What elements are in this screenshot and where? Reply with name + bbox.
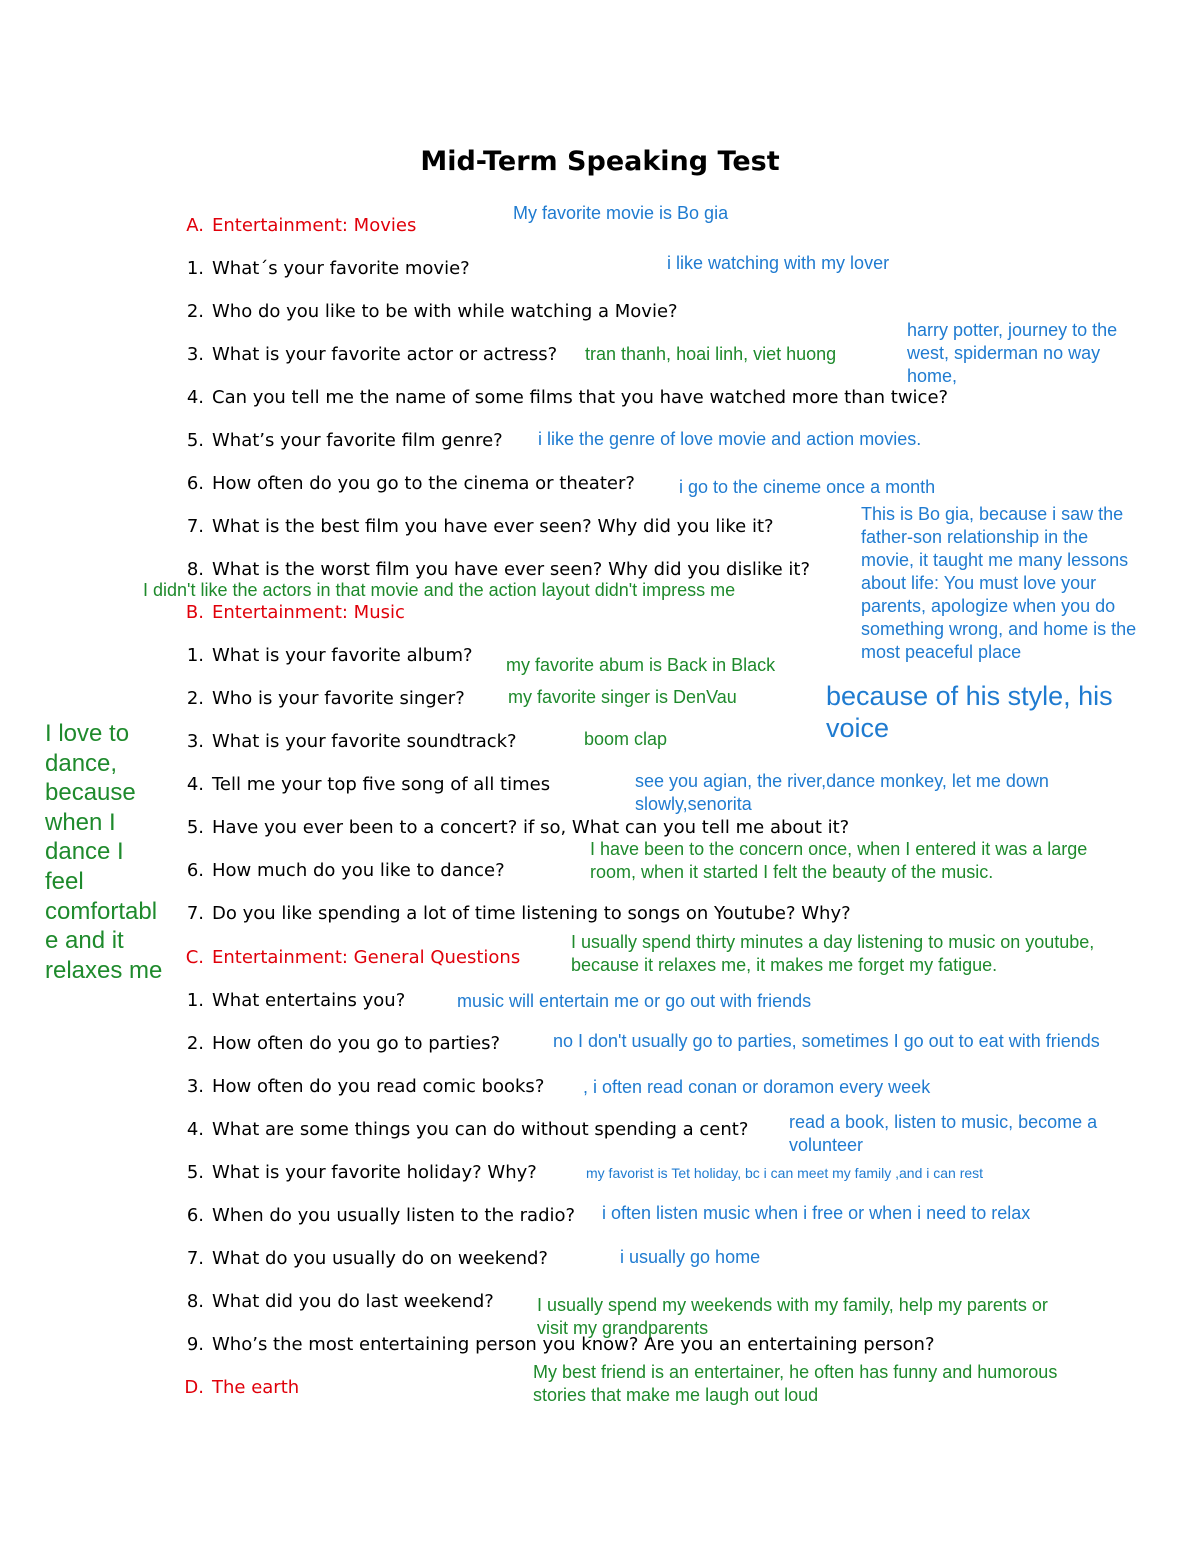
answer-line: parents, apologize when you do: [861, 596, 1116, 616]
question-number: 2.: [186, 688, 204, 709]
section-c-heading: [185, 947, 521, 969]
question-number: 6.: [186, 1205, 204, 1226]
answer-a6: i go to the cineme once a month: [679, 477, 936, 497]
answer-line: harry potter, journey to the: [907, 320, 1118, 340]
question-text: What do you usually do on weekend?: [212, 1248, 548, 1269]
answer-line: home,: [907, 366, 958, 386]
question-text: What is your favorite soundtrack?: [212, 731, 517, 752]
section-letter: B.: [185, 602, 204, 623]
question-text: Tell me your top five song of all times: [212, 774, 551, 795]
answer-c8: [537, 1294, 1048, 1340]
answer-line: relaxes me: [45, 956, 163, 984]
answer-a5: i like the genre of love movie and action movies.: [538, 429, 922, 449]
question-number: 2.: [186, 301, 204, 322]
section-letter: D.: [184, 1377, 204, 1398]
question-a1: [186, 258, 470, 280]
question-c7: [186, 1248, 548, 1270]
answer-a1: My favorite movie is Bo gia: [513, 203, 729, 223]
section-d-heading: [184, 1377, 300, 1399]
question-text: What is your favorite holiday? Why?: [212, 1162, 537, 1183]
answer-a4: [907, 319, 1117, 388]
answer-line: e and it: [45, 927, 124, 955]
question-number: 1.: [186, 990, 204, 1011]
answer-b3: boom clap: [584, 729, 668, 749]
answer-c3: , i often read conan or doramon every week: [583, 1077, 931, 1097]
answer-b5: [590, 838, 1087, 884]
question-number: 8.: [186, 1291, 204, 1312]
question-number: 3.: [186, 731, 204, 752]
answer-c7: i usually go home: [620, 1247, 761, 1267]
question-number: 6.: [186, 860, 204, 881]
answer-b7: [571, 931, 1094, 977]
answer-b6: [45, 719, 162, 985]
question-number: 4.: [186, 1119, 204, 1140]
answer-line: because: [45, 779, 136, 807]
question-text: Who’s the most entertaining person you know? Are you an entertaining person?: [212, 1334, 935, 1355]
question-c1: [186, 990, 406, 1012]
question-text: What is the best film you have ever seen? Why did you like it?: [212, 516, 774, 537]
section-label: Entertainment: General Questions: [212, 947, 521, 968]
answer-b2-reason: [826, 680, 1113, 744]
answer-line: voice: [826, 713, 890, 743]
answer-line: most peaceful place: [861, 642, 1022, 662]
answer-c6: i often listen music when i free or when i need to relax: [602, 1203, 1031, 1223]
answer-line: when I: [45, 808, 116, 836]
question-number: 5.: [186, 817, 204, 838]
answer-a8: I didn't like the actors in that movie and the action layout didn't impress me: [143, 580, 736, 600]
question-b1: [186, 645, 473, 667]
question-number: 6.: [186, 473, 204, 494]
question-b2: [186, 688, 465, 710]
question-text: What is the worst film you have ever seen? Why did you dislike it?: [212, 559, 811, 580]
answer-line: father-son relationship in the: [861, 527, 1089, 547]
answer-line: slowly,senorita: [635, 794, 752, 814]
answer-line: I have been to the concern once, when I entered it was a large: [590, 839, 1088, 859]
question-text: What is your favorite actor or actress?: [212, 344, 558, 365]
answer-line: because of his style, his: [826, 681, 1113, 711]
answer-a3: tran thanh, hoai linh, viet huong: [585, 344, 837, 364]
answer-line: I love to: [45, 720, 130, 747]
question-a2: [186, 301, 678, 323]
answer-line: read a book, listen to music, become a: [789, 1112, 1098, 1132]
question-a8: [186, 559, 811, 581]
question-text: What is your favorite album?: [212, 645, 473, 666]
question-c3: [186, 1076, 545, 1098]
answer-line: I usually spend thirty minutes a day listening to music on youtube,: [571, 932, 1095, 952]
question-b5: [186, 817, 850, 839]
question-number: 3.: [186, 344, 204, 365]
question-b7: [186, 903, 851, 925]
answer-c4: [789, 1111, 1097, 1157]
question-text: How often do you read comic books?: [212, 1076, 545, 1097]
question-number: 7.: [186, 903, 204, 924]
answer-c9: [533, 1361, 1057, 1407]
page-title: Mid-Term Speaking Test: [420, 146, 780, 177]
answer-line: stories that make me laugh out loud: [533, 1385, 819, 1405]
section-label: Entertainment: Music: [212, 602, 405, 623]
answer-line: dance,: [45, 749, 118, 777]
question-c4: [186, 1119, 749, 1141]
question-text: How often do you go to the cinema or theater?: [212, 473, 635, 494]
answer-line: because it relaxes me, it makes me forget my fatigue.: [571, 955, 998, 975]
answer-line: movie, it taught me many lessons: [861, 550, 1129, 570]
answer-line: I usually spend my weekends with my family, help my parents or: [537, 1295, 1048, 1315]
question-text: When do you usually listen to the radio?: [212, 1205, 576, 1226]
question-number: 2.: [186, 1033, 204, 1054]
question-text: What are some things you can do without spending a cent?: [212, 1119, 749, 1140]
answer-line: This is Bo gia, because i saw the: [861, 504, 1124, 524]
answer-line: visit my grandparents: [537, 1318, 709, 1338]
section-label: The earth: [212, 1377, 300, 1398]
answer-line: room, when it started I felt the beauty of the music.: [590, 862, 994, 882]
question-a4: [186, 387, 949, 409]
question-number: 5.: [186, 430, 204, 451]
section-a-heading: [186, 215, 417, 237]
answer-line: dance I: [45, 838, 124, 866]
question-b3: [186, 731, 517, 753]
section-label: Entertainment: Movies: [212, 215, 417, 236]
question-text: What´s your favorite movie?: [212, 258, 470, 279]
section-b-heading: [185, 602, 405, 624]
question-text: What entertains you?: [212, 990, 406, 1011]
question-text: Do you like spending a lot of time listening to songs on Youtube? Why?: [212, 903, 851, 924]
answer-a2: i like watching with my lover: [667, 253, 890, 273]
question-a6: [186, 473, 635, 495]
answer-line: something wrong, and home is the: [861, 619, 1137, 639]
question-a3: [186, 344, 558, 366]
question-number: 8.: [186, 559, 204, 580]
question-text: Who is your favorite singer?: [212, 688, 465, 709]
question-c6: [186, 1205, 576, 1227]
question-number: 7.: [186, 516, 204, 537]
question-text: What’s your favorite film genre?: [212, 430, 503, 451]
question-b6: [186, 860, 505, 882]
question-number: 1.: [186, 645, 204, 666]
question-number: 5.: [186, 1162, 204, 1183]
answer-line: My best friend is an entertainer, he often has funny and humorous: [533, 1362, 1058, 1382]
question-text: Have you ever been to a concert? if so, What can you tell me about it?: [212, 817, 850, 838]
question-number: 7.: [186, 1248, 204, 1269]
answer-a7: [861, 503, 1136, 664]
question-number: 4.: [186, 387, 204, 408]
question-b4: [186, 774, 551, 796]
question-number: 1.: [186, 258, 204, 279]
question-text: Who do you like to be with while watching a Movie?: [212, 301, 678, 322]
answer-c2: no I don't usually go to parties, sometimes I go out to eat with friends: [553, 1031, 1100, 1051]
answer-line: see you agian, the river,dance monkey, let me down: [635, 771, 1049, 791]
question-a5: [186, 430, 503, 452]
answer-c1: music will entertain me or go out with friends: [457, 991, 812, 1011]
answer-line: feel: [45, 867, 84, 895]
answer-line: comfortabl: [45, 897, 158, 925]
section-letter: A.: [186, 215, 204, 236]
question-text: How much do you like to dance?: [212, 860, 505, 881]
question-c8: [186, 1291, 494, 1313]
question-text: How often do you go to parties?: [212, 1033, 501, 1054]
question-number: 3.: [186, 1076, 204, 1097]
answer-b1: my favorite abum is Back in Black: [506, 655, 776, 675]
question-number: 4.: [186, 774, 204, 795]
answer-b2: my favorite singer is DenVau: [508, 687, 737, 707]
question-c2: [186, 1033, 501, 1055]
question-text: What did you do last weekend?: [212, 1291, 494, 1312]
answer-b4: [635, 770, 1049, 816]
question-a7: [186, 516, 774, 538]
question-number: 9.: [186, 1334, 204, 1355]
answer-line: west, spiderman no way: [907, 343, 1101, 363]
question-c5: [186, 1162, 537, 1184]
section-letter: C.: [185, 947, 204, 968]
question-text: Can you tell me the name of some films that you have watched more than twice?: [212, 387, 949, 408]
answer-line: volunteer: [789, 1135, 864, 1155]
answer-c5: my favorist is Tet holiday, bc i can meet my family ,and i can rest: [586, 1165, 984, 1181]
answer-line: about life: You must love your: [861, 573, 1097, 593]
